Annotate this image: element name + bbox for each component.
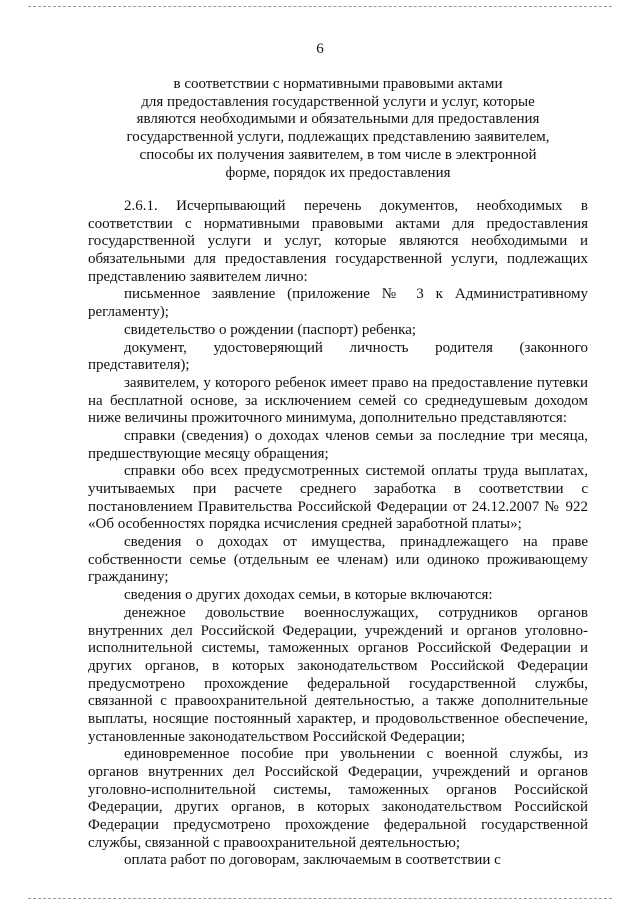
text-line: заявителем, у которого ребенок имеет право на предоставление путевки (124, 374, 588, 391)
text-line: «Об особенностях порядка исчисления средней заработной платы»; (88, 516, 522, 533)
text-line: регламенту); (88, 304, 169, 321)
text-line: установленные законодательством Российской Федерации; (88, 728, 466, 745)
text-line: учитываемых при расчете среднего заработка в соответствии с (88, 481, 588, 497)
heading-line: форме, порядок их предоставления (225, 164, 451, 181)
section-heading (88, 76, 588, 182)
text-line: ниже величины прожиточного минимума, дополнительно представляются: (88, 410, 567, 427)
text-line: Федерации, других органов, в которых законодательством Российской (88, 799, 588, 816)
text-line: предшествующие месяцу обращения; (88, 445, 329, 462)
bottom-scan-edge (28, 898, 612, 899)
text-line: Федерации предусмотрено прохождение федеральной государственной (88, 817, 588, 834)
heading-line: способы их получения заявителем, в том числе в электронной (139, 146, 537, 163)
text-line: уголовно-исполнительной системы, таможенных органов Российской (88, 781, 588, 798)
text-line: государственной услуги и услуг, которые являются необходимыми и (88, 233, 588, 250)
text-line: внутренних дел Российской Федерации, учреждений и органов уголовно- (88, 622, 588, 639)
text-line: справки обо всех предусмотренных системой оплаты труда выплатах, (124, 463, 588, 480)
top-scan-edge (28, 6, 612, 7)
page-number: 6 (316, 41, 324, 57)
text-line: собственности семье (отдельным ее членам) или одиноко проживающему (88, 551, 588, 568)
text-line: денежное довольствие военнослужащих, сотрудников органов (124, 604, 588, 621)
text-line: постановлением Правительства Российской Федерации от 24.12.2007 № 922 (88, 498, 588, 515)
text-line: других органов, в которых законодательством Российской Федерации (88, 657, 588, 674)
heading-line: для предоставления государственной услуги и услуг, которые (141, 93, 535, 110)
text-line: единовременное пособие при увольнении с военной службы, из (124, 746, 588, 763)
heading-line: государственной услуги, подлежащих представлению заявителем, (126, 129, 550, 146)
text-line: предусмотрено прохождение федеральной государственной службы, (88, 675, 588, 692)
text-line: документ, удостоверяющий личность родителя (законного (124, 339, 588, 356)
text-line: сведения о доходах от имущества, принадлежащего на праве (124, 534, 588, 551)
text-line: сведения о других доходах семьи, в которые включаются: (124, 587, 493, 604)
text-line: гражданину; (88, 569, 169, 586)
body-text (88, 198, 588, 870)
text-line: связанной с правоохранительной деятельностью, а также дополнительные (88, 693, 588, 710)
text-line: 2.6.1. Исчерпывающий перечень документов, необходимых в (124, 198, 588, 214)
text-line: представлению заявителем лично: (88, 268, 308, 285)
text-line: письменное заявление (приложение № 3 к Административному (124, 286, 588, 303)
text-line: органов внутренних дел Российской Федерации, учреждений и органов (88, 764, 588, 780)
text-line: службы, связанной с правоохранительной деятельностью; (88, 834, 460, 851)
text-line: соответствии с нормативными правовыми актами для предоставления (88, 215, 588, 232)
text-line: оплата работ по договорам, заключаемым в соответствии с (124, 852, 501, 869)
text-line: выплаты, носящие постоянный характер, и продовольственное обеспечение, (88, 710, 588, 727)
text-line: обязательными для предоставления государственной услуги, подлежащих (88, 251, 588, 268)
text-line: исполнительной системы, таможенных органов Российской Федерации и (88, 640, 588, 657)
text-line: на бесплатной основе, за исключением семей со среднедушевым доходом (88, 392, 588, 409)
heading-line: в соответствии с нормативными правовыми актами (173, 76, 503, 92)
heading-line: являются необходимыми и обязательными для предоставления (136, 111, 540, 128)
text-line: справки (сведения) о доходах членов семьи за последние три месяца, (124, 427, 588, 444)
text-line: свидетельство о рождении (паспорт) ребенка; (124, 321, 417, 338)
text-line: представителя); (88, 357, 190, 374)
